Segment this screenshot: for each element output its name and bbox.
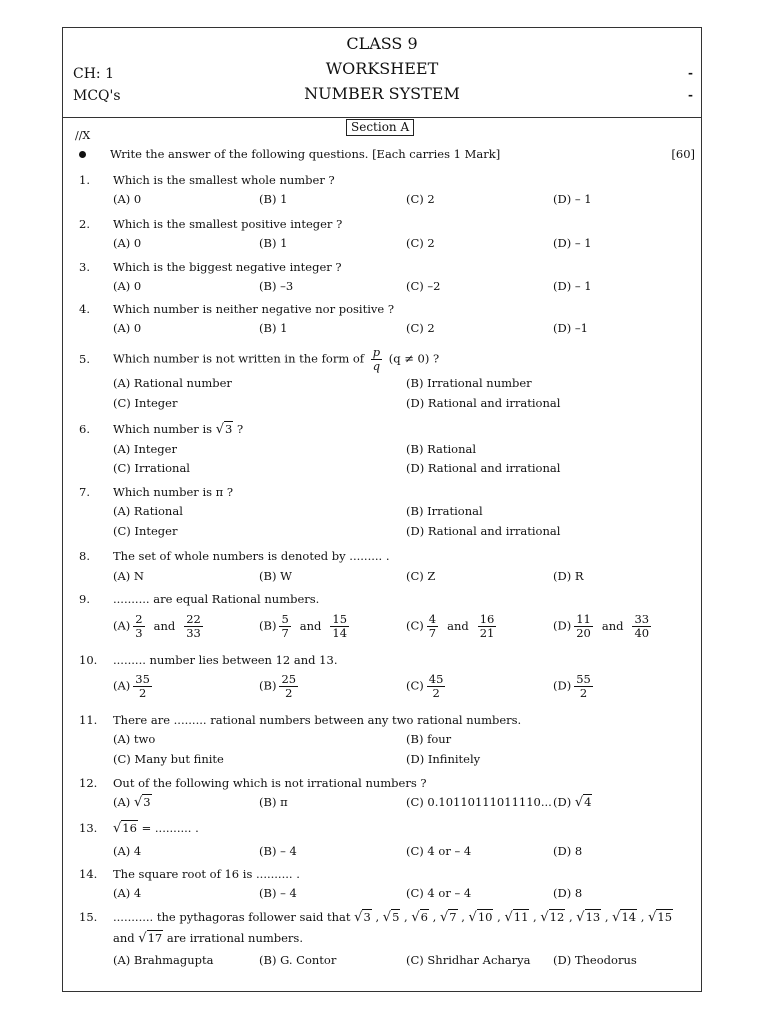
bullet-icon	[79, 151, 86, 158]
option-a[interactable]: (A) 0	[113, 192, 142, 206]
option-b[interactable]: (B) 1	[259, 236, 288, 250]
question-number: 10.	[79, 653, 98, 667]
option-a[interactable]: (A) 0	[113, 236, 142, 250]
square-root: √11	[504, 910, 529, 925]
option-d[interactable]: (D) $\frac{11}{20}$ and $\frac{33}{40}$	[553, 612, 650, 640]
question-number: 11.	[79, 713, 98, 727]
section-label: Section A	[346, 119, 414, 136]
option-c[interactable]: (C) $\frac{45}{2}$	[406, 672, 444, 700]
option-b[interactable]: (B) Irrational number	[406, 376, 532, 390]
square-root: √12	[540, 910, 565, 925]
option-b[interactable]: (B) Rational	[406, 442, 477, 456]
option-a[interactable]: (A) two	[113, 732, 156, 746]
option-c[interactable]: (C) Integer	[113, 524, 178, 538]
square-root: √5	[382, 910, 400, 925]
option-d[interactable]: (D) Rational and irrational	[406, 524, 561, 538]
option-a[interactable]: (A) Brahmagupta	[113, 953, 214, 967]
option-d[interactable]: (D) Rational and irrational	[406, 461, 561, 475]
option-b[interactable]: (B) G. Contor	[259, 953, 337, 967]
question-text: The set of whole numbers is denoted by ......... .	[113, 549, 390, 563]
square-root: √3	[354, 910, 371, 925]
question-text: Which is the smallest whole number ?	[113, 173, 335, 187]
mcq-label: MCQ's	[73, 88, 121, 104]
worksheet-title: WORKSHEET	[325, 59, 439, 78]
option-b[interactable]: (B) 1	[259, 321, 288, 335]
option-d[interactable]: (D) Theodorus	[553, 953, 637, 967]
option-a[interactable]: (A) 0	[113, 279, 142, 293]
total-marks: [60]	[671, 147, 695, 161]
margin-marker: //X	[75, 129, 91, 142]
option-a[interactable]: (A) 4	[113, 844, 142, 858]
option-a[interactable]: (A) Integer	[113, 442, 177, 456]
chapter-label: CH: 1	[73, 66, 114, 82]
option-a[interactable]: (A) Rational	[113, 504, 183, 518]
option-c[interactable]: (C) 2	[406, 192, 435, 206]
option-b[interactable]: (B) – 4	[259, 886, 297, 900]
square-root: √3	[215, 422, 233, 437]
fraction-p-over-q: $\frac{p}{q}$	[372, 345, 381, 373]
question-text: Out of the following which is not irrational numbers ?	[113, 776, 427, 790]
square-root: √15	[648, 910, 673, 925]
topic-title: NUMBER SYSTEM	[304, 84, 460, 103]
question-number: 8.	[79, 549, 90, 563]
option-c[interactable]: (C) $\frac{4}{7}$ and $\frac{16}{21}$	[406, 612, 495, 640]
worksheet-header	[63, 28, 701, 118]
option-c[interactable]: (C) 2	[406, 236, 435, 250]
square-root: √7	[439, 910, 457, 925]
instruction-text: Write the answer of the following questions. [Each carries 1 Mark]	[110, 147, 501, 161]
option-b[interactable]: (B) W	[259, 569, 292, 583]
option-a[interactable]: (A) $\frac{2}{3}$ and $\frac{22}{33}$	[113, 612, 201, 640]
option-b[interactable]: (B) π	[259, 795, 288, 809]
header-dash: -	[688, 66, 693, 80]
option-c[interactable]: (C) 4 or – 4	[406, 844, 472, 858]
option-d[interactable]: (D) – 1	[553, 279, 592, 293]
question-text: Which number is π ?	[113, 485, 234, 499]
square-root: √10	[468, 910, 493, 925]
question-text: √16 = .......... .	[113, 821, 199, 836]
option-b[interactable]: (B) four	[406, 732, 452, 746]
square-root: √13	[576, 910, 601, 925]
question-text: Which number is not written in the form of $\frac{p}{q}$ (q ≠ 0) ?	[113, 345, 440, 373]
question-text: Which is the smallest positive integer ?	[113, 217, 343, 231]
option-a[interactable]: (A) 0	[113, 321, 142, 335]
question-number: 6.	[79, 422, 90, 436]
option-b[interactable]: (B) Irrational	[406, 504, 483, 518]
option-c[interactable]: (C) 2	[406, 321, 435, 335]
question-number: 9.	[79, 592, 90, 606]
option-b[interactable]: (B) – 4	[259, 844, 297, 858]
option-d[interactable]: (D) Infinitely	[406, 752, 481, 766]
option-c[interactable]: (C) 4 or – 4	[406, 886, 472, 900]
question-number: 13.	[79, 821, 98, 835]
question-number: 12.	[79, 776, 98, 790]
option-b[interactable]: (B) 1	[259, 192, 288, 206]
option-d[interactable]: (D) Rational and irrational	[406, 396, 561, 410]
option-d[interactable]: (D) 8	[553, 886, 583, 900]
option-c[interactable]: (C) Z	[406, 569, 436, 583]
option-c[interactable]: (C) –2	[406, 279, 441, 293]
option-c[interactable]: (C) Integer	[113, 396, 178, 410]
option-a[interactable]: (A) √3	[113, 795, 151, 810]
option-a[interactable]: (A) N	[113, 569, 144, 583]
class-title: CLASS 9	[346, 34, 418, 53]
option-d[interactable]: (D) √4	[553, 795, 592, 810]
option-c[interactable]: (C) Irrational	[113, 461, 190, 475]
option-b[interactable]: (B) $\frac{5}{7}$ and $\frac{15}{14}$	[259, 612, 348, 640]
square-root: √14	[612, 910, 637, 925]
question-number: 3.	[79, 260, 90, 274]
question-text: Which is the biggest negative integer ?	[113, 260, 342, 274]
option-d[interactable]: (D) – 1	[553, 192, 592, 206]
square-root-list: √3 , √5 , √6 , √7 , √10 , √11 , √12 , √13 , √14 , √15	[354, 910, 673, 925]
question-text: Which number is neither negative nor positive ?	[113, 302, 395, 316]
question-number: 2.	[79, 217, 90, 231]
question-number: 7.	[79, 485, 90, 499]
option-c[interactable]: (C) Many but finite	[113, 752, 224, 766]
question-text: ........... the pythagoras follower said that √3 , √5 , √6 , √7 , √10 , √11 , √12 , √13 , √14 , √15	[113, 910, 673, 925]
question-text: and √17 are irrational numbers.	[113, 931, 303, 946]
question-number: 15.	[79, 910, 98, 924]
question-text: .......... are equal Rational numbers.	[113, 592, 320, 606]
question-text: Which number is √3 ?	[113, 422, 244, 437]
option-a[interactable]: (A) 4	[113, 886, 142, 900]
question-text: The square root of 16 is .......... .	[113, 867, 300, 881]
question-number: 1.	[79, 173, 90, 187]
option-a[interactable]: (A) Rational number	[113, 376, 232, 390]
option-d[interactable]: (D) R	[553, 569, 584, 583]
option-b[interactable]: (B) –3	[259, 279, 294, 293]
option-d[interactable]: (D) 8	[553, 844, 583, 858]
option-b[interactable]: (B) $\frac{25}{2}$	[259, 672, 297, 700]
question-text: There are ......... rational numbers between any two rational numbers.	[113, 713, 522, 727]
option-c[interactable]: (C) Shridhar Acharya	[406, 953, 531, 967]
square-root: √6	[411, 910, 428, 925]
worksheet-page	[62, 27, 702, 992]
question-text: ......... number lies between 12 and 13.	[113, 653, 338, 667]
question-number: 14.	[79, 867, 98, 881]
option-d[interactable]: (D) $\frac{55}{2}$	[553, 672, 591, 700]
option-d[interactable]: (D) – 1	[553, 236, 592, 250]
question-number: 5.	[79, 352, 90, 366]
option-a[interactable]: (A) $\frac{35}{2}$	[113, 672, 150, 700]
option-d[interactable]: (D) –1	[553, 321, 588, 335]
header-dash: -	[688, 88, 693, 102]
option-c[interactable]: (C) 0.10110111011110...	[406, 795, 552, 809]
question-number: 4.	[79, 302, 90, 316]
